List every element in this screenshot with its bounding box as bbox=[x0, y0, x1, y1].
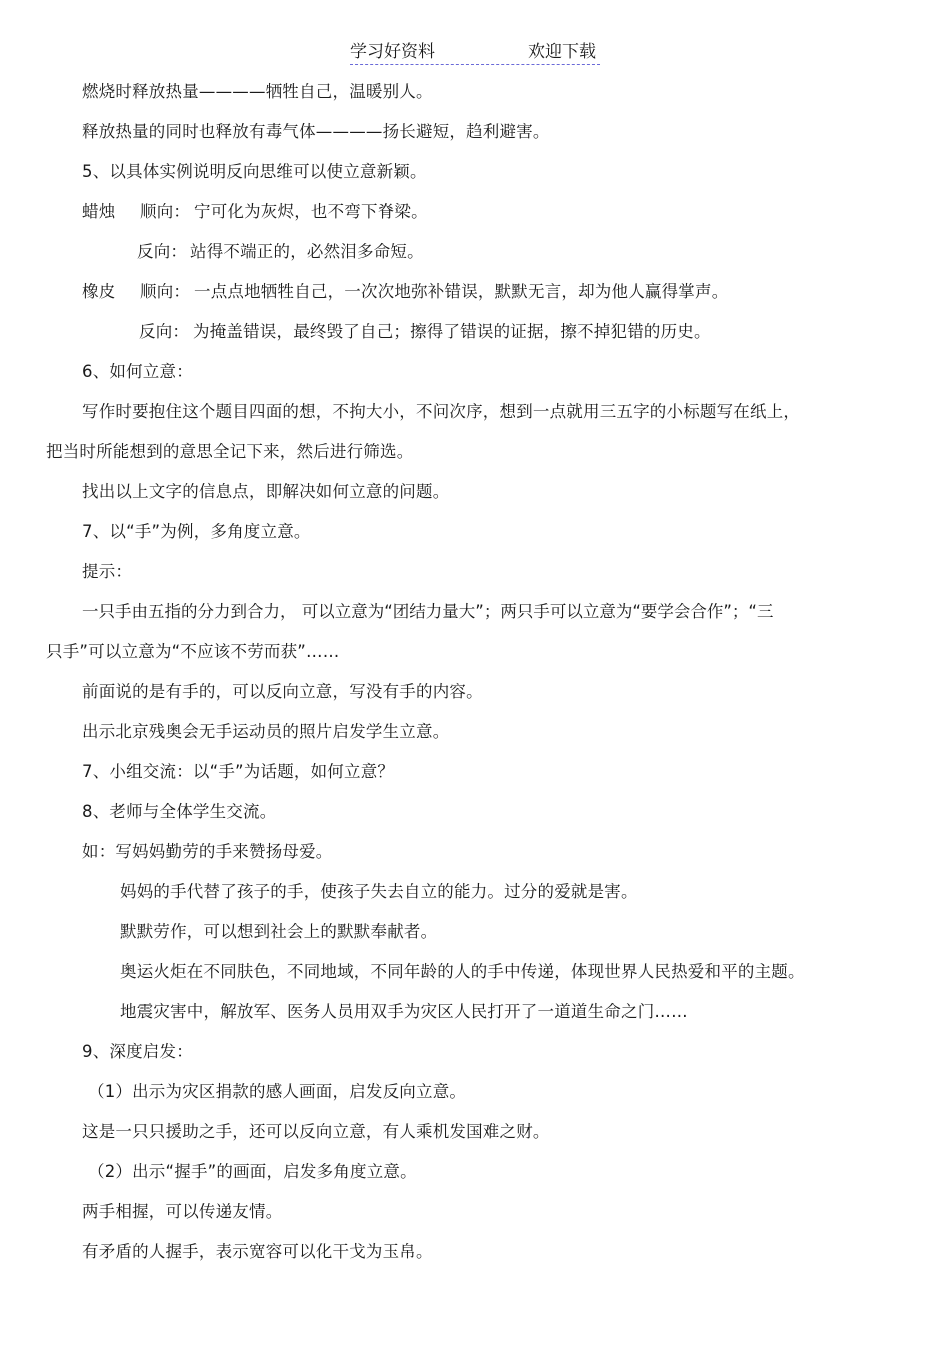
text-line: 燃烧时释放热量————牺牲自己，温暖别人。 bbox=[82, 82, 433, 101]
candle-forward-text: 宁可化为灰烬，也不弯下脊梁。 bbox=[194, 202, 428, 221]
text-line: 把当时所能想到的意思全记下来，然后进行筛选。 bbox=[46, 442, 414, 461]
text-line: 一只手由五指的分力到合力， 可以立意为“团结力量大”；两只手可以立意为“要学会合作”；“三 bbox=[82, 602, 774, 621]
eraser-forward-text: 一点点地牺牲自己，一次次地弥补错误，默默无言，却为他人赢得掌声。 bbox=[194, 282, 729, 301]
header-left-text: 学习好资料 bbox=[350, 42, 435, 62]
text-line: 出示北京残奥会无手运动员的照片启发学生立意。 bbox=[82, 722, 450, 741]
text-line: （1）出示为灾区捐款的感人画面，启发反向立意。 bbox=[88, 1082, 467, 1101]
text-line: 找出以上文字的信息点，即解决如何立意的问题。 bbox=[82, 482, 450, 501]
text-line: 写作时要抱住这个题目四面的想，不拘大小，不问次序，想到一点就用三五字的小标题写在纸上， bbox=[82, 402, 801, 421]
text-line: 有矛盾的人握手，表示宽容可以化干戈为玉帛。 bbox=[82, 1242, 433, 1261]
eraser-reverse-label: 反向： bbox=[139, 322, 190, 341]
candle-reverse-label: 反向： bbox=[137, 242, 188, 261]
text-line: 妈妈的手代替了孩子的手，使孩子失去自立的能力。过分的爱就是害。 bbox=[120, 882, 638, 901]
text-line: 只手”可以立意为“不应该不劳而获”…… bbox=[46, 642, 340, 661]
text-line: 地震灾害中，解放军、医务人员用双手为灾区人民打开了一道道生命之门…… bbox=[120, 1002, 688, 1021]
text-line: 奥运火炬在不同肤色，不同地域，不同年龄的人的手中传递，体现世界人民热爱和平的主题。 bbox=[120, 962, 805, 981]
section-heading: 9、深度启发： bbox=[82, 1042, 193, 1061]
text-line: 默默劳作，可以想到社会上的默默奉献者。 bbox=[120, 922, 438, 941]
text-line: 5、以具体实例说明反向思维可以使立意新颖。 bbox=[82, 162, 427, 181]
eraser-forward-label: 顺向： bbox=[140, 282, 191, 301]
candle-forward-label: 顺向： bbox=[140, 202, 191, 221]
header-right-text: 欢迎下载 bbox=[528, 42, 596, 62]
text-line: 如：写妈妈勤劳的手来赞扬母爱。 bbox=[82, 842, 333, 861]
candle-reverse-text: 站得不端正的，必然泪多命短。 bbox=[190, 242, 424, 261]
text-line: （2）出示“握手”的画面，启发多角度立意。 bbox=[88, 1162, 417, 1181]
text-line: 释放热量的同时也释放有毒气体————扬长避短，趋利避害。 bbox=[82, 122, 550, 141]
page-header bbox=[350, 40, 600, 65]
candle-label: 蜡烛 bbox=[82, 202, 116, 221]
section-heading: 7、小组交流：以“手”为话题，如何立意？ bbox=[82, 762, 395, 781]
text-line: 这是一只只援助之手，还可以反向立意，有人乘机发国难之财。 bbox=[82, 1122, 550, 1141]
text-line: 两手相握，可以传递友情。 bbox=[82, 1202, 283, 1221]
section-heading: 7、以“手”为例，多角度立意。 bbox=[82, 522, 311, 541]
eraser-reverse-text: 为掩盖错误，最终毁了自己；擦得了错误的证据，擦不掉犯错的历史。 bbox=[193, 322, 711, 341]
section-heading: 6、如何立意： bbox=[82, 362, 193, 381]
text-line: 前面说的是有手的，可以反向立意，写没有手的内容。 bbox=[82, 682, 483, 701]
eraser-label: 橡皮 bbox=[82, 282, 116, 301]
section-heading: 8、老师与全体学生交流。 bbox=[82, 802, 277, 821]
text-line: 提示： bbox=[82, 562, 133, 581]
